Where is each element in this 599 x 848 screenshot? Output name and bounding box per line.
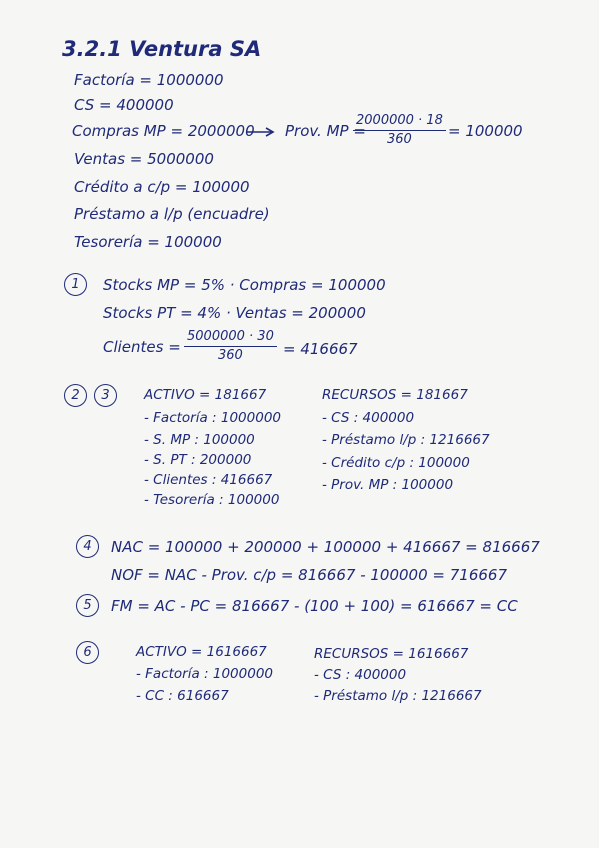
balance2-recursos-item: - Préstamo l/p : 1216667 bbox=[314, 688, 482, 704]
page-title: 3.2.1 Ventura SA bbox=[62, 37, 262, 61]
balance1-activo-item: - S. MP : 100000 bbox=[144, 432, 255, 448]
stocks-mp-line: Stocks MP = 5% · Compras = 100000 bbox=[103, 276, 386, 294]
stocks-pt-line: Stocks PT = 4% · Ventas = 200000 bbox=[103, 304, 366, 322]
prov-mp-label: Prov. MP = bbox=[285, 122, 366, 140]
balance1-activo-item: - Clientes : 416667 bbox=[144, 472, 273, 488]
clientes-result: = 416667 bbox=[283, 340, 358, 358]
balance2-recursos-title: RECURSOS = 1616667 bbox=[314, 646, 469, 662]
prov-mp-fraction bbox=[353, 113, 446, 148]
prov-mp-result: = 100000 bbox=[448, 122, 523, 140]
step-number-1: 1 bbox=[64, 273, 87, 296]
clientes-numerator: 5000000 · 30 bbox=[184, 329, 277, 347]
balance2-activo-title: ACTIVO = 1616667 bbox=[136, 644, 267, 660]
balance1-activo-item: - S. PT : 200000 bbox=[144, 452, 252, 468]
balance1-recursos-item: - CS : 400000 bbox=[322, 410, 415, 426]
balance1-recursos-item: - Préstamo l/p : 1216667 bbox=[322, 432, 490, 448]
data-line-prestamo: Préstamo a l/p (encuadre) bbox=[74, 205, 270, 223]
clientes-fraction bbox=[184, 329, 277, 364]
clientes-denominator: 360 bbox=[218, 348, 243, 363]
balance1-recursos-item: - Prov. MP : 100000 bbox=[322, 477, 454, 493]
balance2-activo-item: - Factoría : 1000000 bbox=[136, 666, 274, 682]
clientes-label: Clientes = bbox=[103, 338, 181, 356]
step-number-4: 4 bbox=[76, 535, 99, 558]
step-number-5: 5 bbox=[76, 594, 99, 617]
balance1-recursos-item: - Crédito c/p : 100000 bbox=[322, 455, 470, 471]
balance2-activo-item: - CC : 616667 bbox=[136, 688, 229, 704]
data-line-compras: Compras MP = 2000000 bbox=[72, 122, 255, 140]
balance1-recursos-title: RECURSOS = 181667 bbox=[322, 387, 468, 403]
arrow-icon bbox=[246, 127, 276, 137]
step-number-3: 3 bbox=[94, 384, 117, 407]
nof-line: NOF = NAC - Prov. c/p = 816667 - 100000 = 716667 bbox=[111, 566, 508, 584]
data-line-cs: CS = 400000 bbox=[74, 96, 174, 114]
data-line-tesoreria: Tesorería = 100000 bbox=[74, 233, 222, 251]
balance2-recursos-item: - CS : 400000 bbox=[314, 667, 407, 683]
data-line-factoria: Factoría = 1000000 bbox=[74, 71, 224, 89]
prov-mp-numerator: 2000000 · 18 bbox=[353, 113, 446, 131]
step-number-6: 6 bbox=[76, 641, 99, 664]
balance1-activo-title: ACTIVO = 181667 bbox=[144, 387, 267, 403]
prov-mp-denominator: 360 bbox=[387, 132, 412, 147]
data-line-ventas: Ventas = 5000000 bbox=[74, 150, 214, 168]
data-line-credito: Crédito a c/p = 100000 bbox=[74, 178, 250, 196]
step-number-2: 2 bbox=[64, 384, 87, 407]
balance1-activo-item: - Factoría : 1000000 bbox=[144, 410, 282, 426]
balance1-activo-item: - Tesorería : 100000 bbox=[144, 492, 280, 508]
fm-line: FM = AC - PC = 816667 - (100 + 100) = 616667 = CC bbox=[111, 597, 518, 615]
nac-line: NAC = 100000 + 200000 + 100000 + 416667 = 816667 bbox=[111, 538, 540, 556]
